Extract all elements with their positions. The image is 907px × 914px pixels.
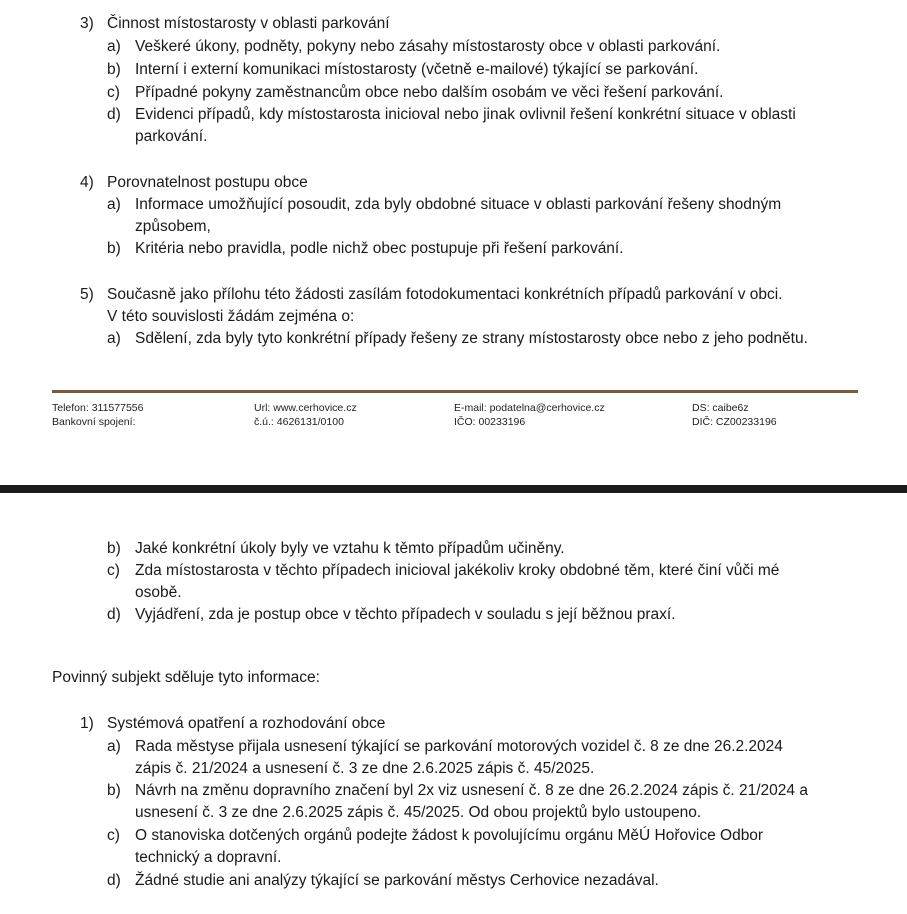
footer-url: Url: www.cerhovice.cz xyxy=(254,402,357,414)
list-item-continuation: usnesení č. 3 ze dne 2.6.2025 zápis č. 45/2025. Od obou projektů bylo ustoupeno. xyxy=(135,804,702,821)
footer-phone: Telefon: 311577556 xyxy=(52,402,144,414)
footer-account: č.ú.: 4626131/0100 xyxy=(254,416,344,428)
section-number: 5) xyxy=(80,286,94,303)
list-item: Vyjádření, zda je postup obce v těchto případech v souladu s její běžnou praxí. xyxy=(135,606,676,623)
section-title: Činnost místostarosty v oblasti parkování xyxy=(107,15,390,32)
list-item-continuation: parkování. xyxy=(135,128,208,145)
item-letter: d) xyxy=(107,872,121,889)
footer-divider xyxy=(52,390,858,393)
list-item-continuation: osobě. xyxy=(135,584,182,601)
footer-bank: Bankovní spojení: xyxy=(52,416,136,428)
footer-dic: DIČ: CZ00233196 xyxy=(692,416,777,428)
footer-ds: DS: caibe6z xyxy=(692,402,749,414)
list-item: Evidenci případů, kdy místostarosta inicioval nebo jinak ovlivnil řešení konkrétní situace v oblasti xyxy=(135,106,796,123)
item-letter: b) xyxy=(107,61,121,78)
list-item: Případné pokyny zaměstnancům obce nebo dalším osobám ve věci řešení parkování. xyxy=(135,84,724,101)
section-number: 3) xyxy=(80,15,94,32)
item-letter: b) xyxy=(107,240,121,257)
list-item: Veškeré úkony, podněty, pokyny nebo zásahy místostarosty obce v oblasti parkování. xyxy=(135,38,721,55)
section-title: Porovnatelnost postupu obce xyxy=(107,174,308,191)
item-letter: a) xyxy=(107,330,121,347)
item-letter: a) xyxy=(107,196,121,213)
response-intro: Povinný subjekt sděluje tyto informace: xyxy=(52,669,320,686)
section-text: V této souvislosti žádám zejména o: xyxy=(107,308,355,325)
list-item: Jaké konkrétní úkoly byly ve vztahu k těmto případům učiněny. xyxy=(135,540,565,557)
item-letter: d) xyxy=(107,606,121,623)
list-item: Interní i externí komunikaci místostarosty (včetně e-mailové) týkající se parkování. xyxy=(135,61,699,78)
item-letter: a) xyxy=(107,738,121,755)
footer-email: E-mail: podatelna@cerhovice.cz xyxy=(454,402,605,414)
page-separator xyxy=(0,485,907,493)
list-item: Informace umožňující posoudit, zda byly obdobné situace v oblasti parkování řešeny shodným xyxy=(135,196,782,213)
list-item: Sdělení, zda byly tyto konkrétní případy řešeny ze strany místostarosty obce nebo z jeho podnětu. xyxy=(135,330,808,347)
list-item: Zda místostarosta v těchto případech inicioval jakékoliv kroky obdobné těm, které činí vůči mé xyxy=(135,562,780,579)
list-item-continuation: technický a dopravní. xyxy=(135,849,282,866)
list-item: Žádné studie ani analýzy týkající se parkování městys Cerhovice nezadával. xyxy=(135,872,659,889)
section-number: 4) xyxy=(80,174,94,191)
list-item-continuation: způsobem, xyxy=(135,218,211,235)
item-letter: c) xyxy=(107,562,120,579)
section-text: Současně jako přílohu této žádosti zasílám fotodokumentaci konkrétních případů parkování v obci. xyxy=(107,286,783,303)
item-letter: d) xyxy=(107,106,121,123)
section-title: Systémová opatření a rozhodování obce xyxy=(107,715,386,732)
item-letter: a) xyxy=(107,38,121,55)
list-item: Rada městyse přijala usnesení týkající se parkování motorových vozidel č. 8 ze dne 26.2.2024 xyxy=(135,738,783,755)
footer-ico: IČO: 00233196 xyxy=(454,416,526,428)
list-item-continuation: zápis č. 21/2024 a usnesení č. 3 ze dne 2.6.2025 zápis č. 45/2025. xyxy=(135,760,595,777)
list-item: Návrh na změnu dopravního značení byl 2x viz usnesení č. 8 ze dne 26.2.2024 zápis č. 21/2024 a xyxy=(135,782,808,799)
item-letter: c) xyxy=(107,84,120,101)
item-letter: b) xyxy=(107,782,121,799)
list-item: Kritéria nebo pravidla, podle nichž obec postupuje při řešení parkování. xyxy=(135,240,624,257)
list-item: O stanoviska dotčených orgánů podejte žádost k povolujícímu orgánu MěÚ Hořovice Odbor xyxy=(135,827,764,844)
item-letter: c) xyxy=(107,827,120,844)
item-letter: b) xyxy=(107,540,121,557)
section-number: 1) xyxy=(80,715,94,732)
